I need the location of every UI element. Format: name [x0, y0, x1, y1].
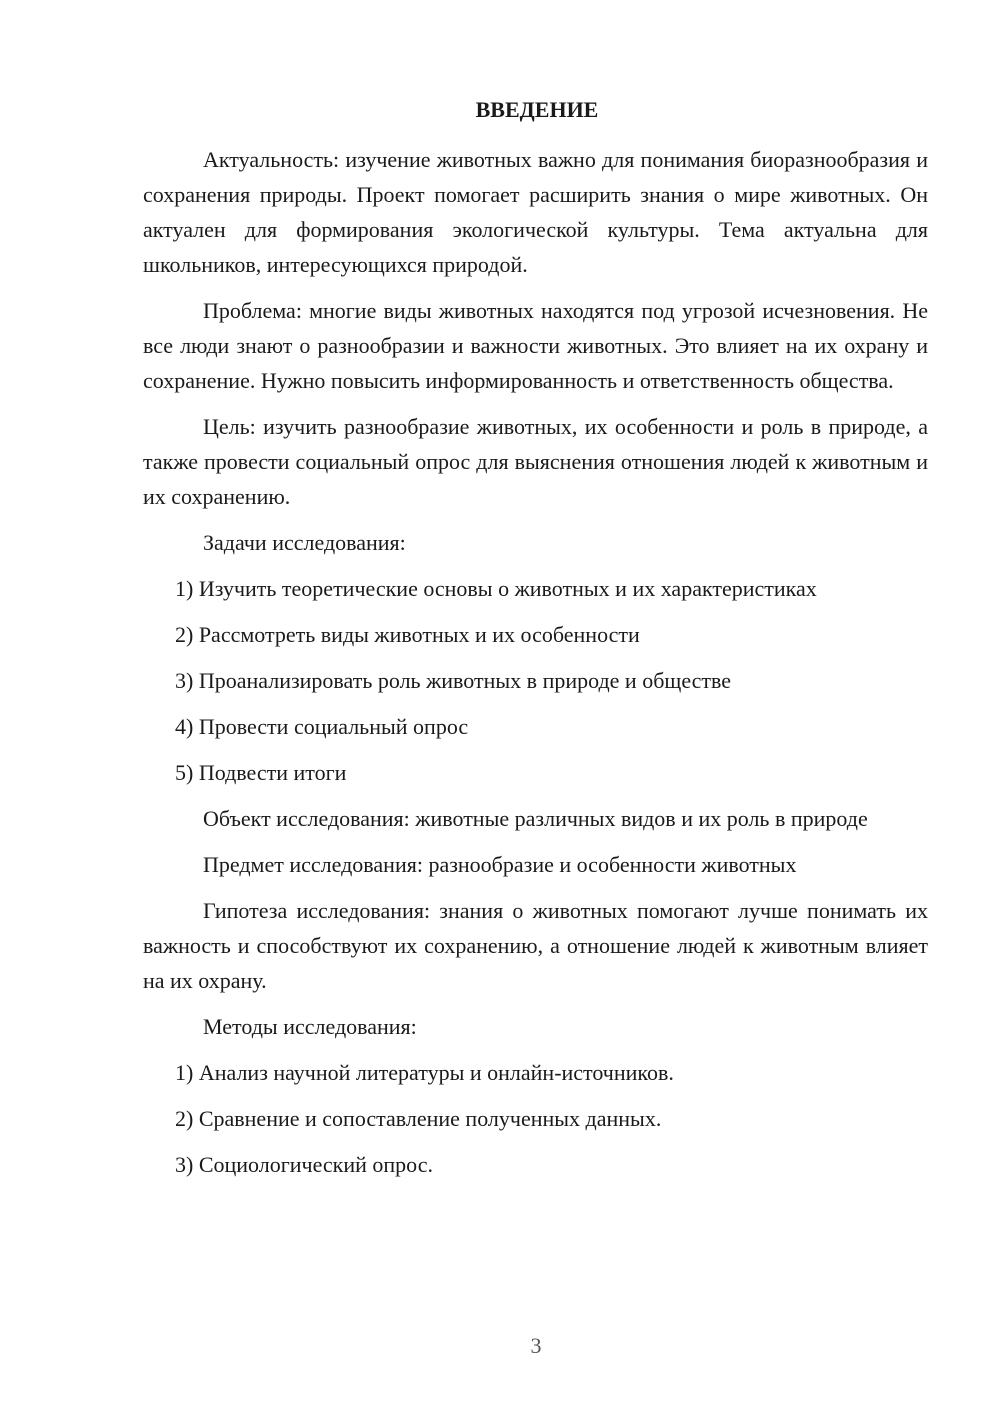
- relevance-paragraph: Актуальность: изучение животных важно для понимания биоразнообразия и сохранения природы. Проект помогает расширить знания о мире животных. Он актуален для формирования экологической культуры. Тема актуальна для школьников, интересующихся природой.: [143, 147, 928, 277]
- tasks-heading: Задачи исследования:: [203, 530, 406, 555]
- object-paragraph: Объект исследования: животные различных видов и их роль в природе: [203, 806, 868, 831]
- method-item: 2) Сравнение и сопоставление полученных данных.: [175, 1106, 662, 1131]
- task-item: 5) Подвести итоги: [175, 760, 347, 785]
- problem-paragraph: Проблема: многие виды животных находятся под угрозой исчезновения. Не все люди знают о разнообразии и важности животных. Это влияет на их охрану и сохранение. Нужно повысить информированность и ответственность общества.: [143, 298, 928, 393]
- methods-heading: Методы исследования:: [203, 1014, 417, 1039]
- task-item: 4) Провести социальный опрос: [175, 714, 469, 739]
- hypothesis-paragraph: Гипотеза исследования: знания о животных помогают лучше понимать их важность и способствуют их сохранению, а отношение людей к животным влияет на их охрану.: [143, 898, 928, 993]
- task-item: 3) Проанализировать роль животных в природе и обществе: [175, 668, 732, 693]
- section-heading: ВВЕДЕНИЕ: [475, 97, 599, 122]
- method-item: 1) Анализ научной литературы и онлайн-источников.: [175, 1060, 674, 1085]
- page-number: 3: [530, 1333, 542, 1358]
- goal-paragraph: Цель: изучить разнообразие животных, их особенности и роль в природе, а также провести социальный опрос для выяснения отношения людей к животным и их сохранению.: [143, 414, 928, 509]
- subject-paragraph: Предмет исследования: разнообразие и особенности животных: [203, 852, 797, 877]
- method-item: 3) Социологический опрос.: [175, 1152, 433, 1177]
- document-page: [143, 92, 928, 1193]
- task-item: 2) Рассмотреть виды животных и их особенности: [175, 622, 640, 647]
- task-item: 1) Изучить теоретические основы о животных и их характеристиках: [175, 576, 817, 601]
